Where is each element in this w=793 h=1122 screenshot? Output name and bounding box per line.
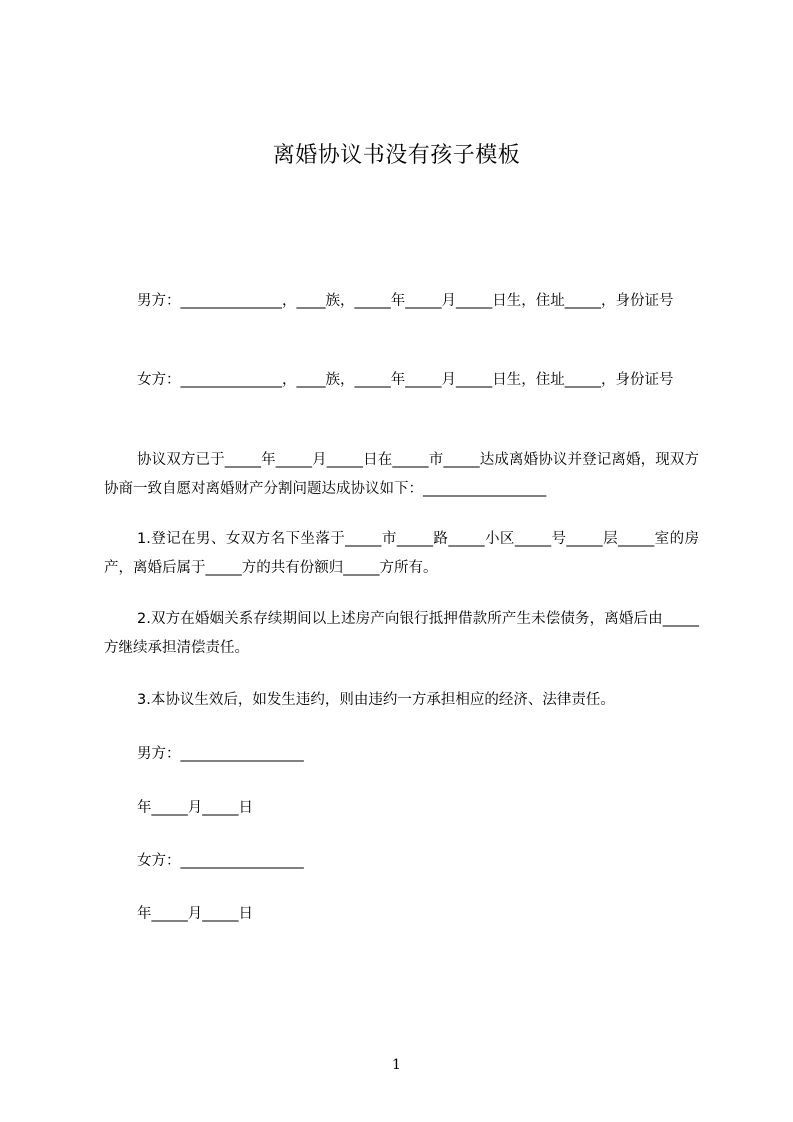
clause-3-paragraph: 3.本协议生效后，如发生违约，则由违约一方承担相应的经济、法律责任。 [137, 692, 615, 708]
female-party-paragraph: 女方：______________，____族，_____年_____月_____日生，住址_____，身份证号 [137, 372, 674, 388]
male-signature-line: 男方：_________________ [137, 746, 304, 762]
clause-1-paragraph: 1.登记在男、女双方名下坐落于_____市_____路_____小区_____号_____层_____室的房产，离婚后属于_____方的共有份额归_____方所有。 [104, 531, 699, 576]
male-signature-date: 年_____月_____日 [137, 800, 253, 816]
intro-paragraph: 协议双方已于_____年_____月_____日在_____市_____达成离婚协议并登记离婚，现双方协商一致自愿对离婚财产分割问题达成协议如下：_________________ [104, 452, 699, 497]
clause-2-paragraph: 2.双方在婚姻关系存续期间以上述房产向银行抵押借款所产生未偿债务，离婚后由_____方继续承担清偿责任。 [104, 611, 699, 656]
female-signature-date: 年_____月_____日 [137, 906, 253, 922]
male-party-paragraph: 男方：______________，____族，_____年_____月_____日生，住址_____，身份证号 [137, 293, 674, 309]
page-number: 1 [392, 1057, 401, 1073]
female-signature-line: 女方：_________________ [137, 853, 304, 869]
document-title: 离婚协议书没有孩子模板 [272, 143, 521, 168]
